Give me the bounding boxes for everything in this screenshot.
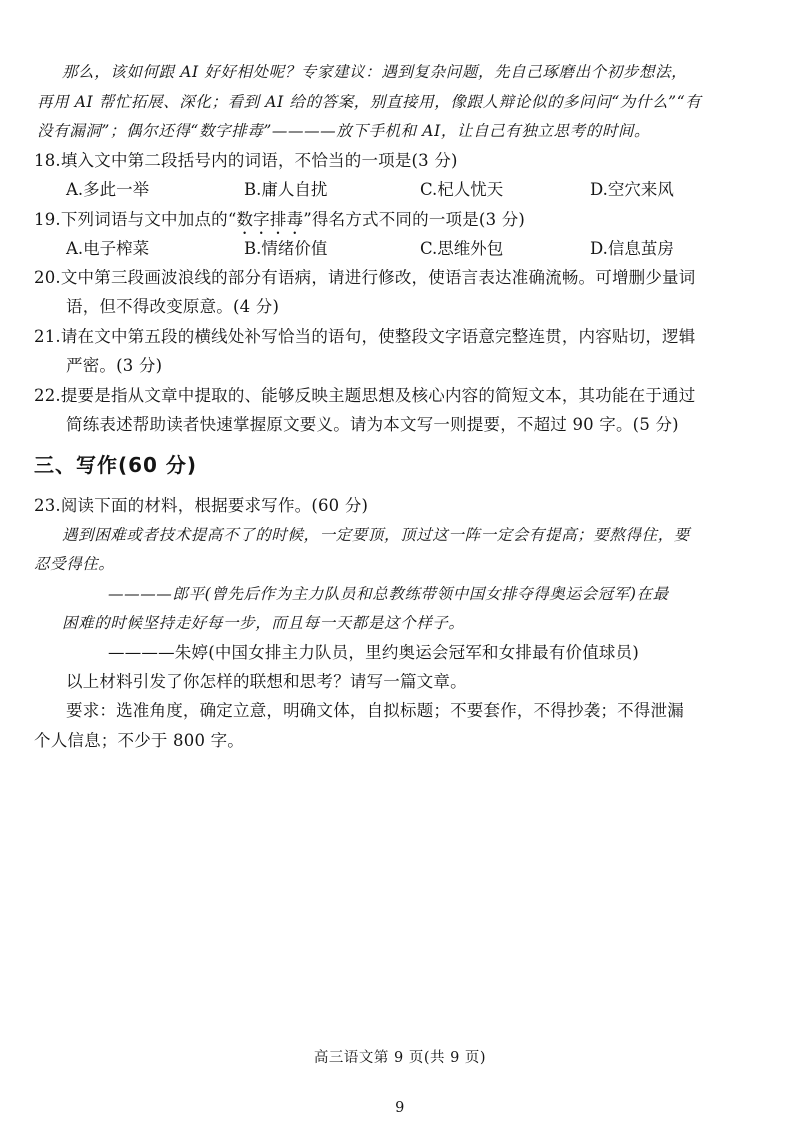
q18-stem: 18.填入文中第二段括号内的词语，不恰当的一项是(3 分) bbox=[34, 151, 458, 170]
q23-requirements-line-1: 要求：选准角度，确定立意，明确文体，自拟标题；不要套作，不得抄袭；不得泄漏 bbox=[66, 701, 684, 720]
q23-quote2-line-2: 困难的时候坚持走好每一步，而且每一天都是这个样子。 bbox=[62, 614, 465, 632]
section-3-title: 三、写作(60 分) bbox=[34, 453, 198, 477]
q23-quote2-line-1: 在最 bbox=[636, 585, 669, 603]
q19-dotted-term: 数字排毒 bbox=[236, 210, 304, 229]
page-number: 9 bbox=[395, 1100, 405, 1116]
q23-prompt: 以上材料引发了你怎样的联想和思考？请写一篇文章。 bbox=[66, 672, 467, 691]
q19-option-d: D.信息茧房 bbox=[590, 239, 674, 258]
intro-line-3: 没有漏洞”；偶尔还得“数字排毒”————放下手机和 AI，让自己有独立思考的时间。 bbox=[37, 122, 651, 140]
q21-line-2: 严密。(3 分) bbox=[66, 356, 163, 375]
q21-line-1: 21.请在文中第五段的横线处补写恰当的语句，使整段文字语意完整连贯，内容贴切，逻辑 bbox=[34, 327, 696, 346]
q23-quote1-line-1: 遇到困难或者技术提高不了的时候，一定要顶，顶过这一阵一定会有提高；要熬得住，要 bbox=[62, 526, 690, 544]
q22-line-2: 简练表述帮助读者快速掌握原文要义。请为本文写一则提要，不超过 90 字。(5 分) bbox=[66, 415, 679, 434]
q20-line-1: 20.文中第三段画波浪线的部分有语病，请进行修改，使语言表达准确流畅。可增删少量词 bbox=[34, 268, 696, 287]
q18-option-d: D.空穴来风 bbox=[590, 180, 674, 199]
page-footer-label: 高三语文第 9 页(共 9 页) bbox=[313, 1050, 487, 1066]
intro-line-1: 那么，该如何跟 AI 好好相处呢？专家建议：遇到复杂问题，先自己琢磨出个初步想法， bbox=[62, 63, 688, 81]
q23-attribution-1 bbox=[108, 584, 669, 604]
q18-option-a: A.多此一举 bbox=[66, 180, 150, 199]
q22-line-1: 22.提要是指从文章中提取的、能够反映主题思想及核心内容的简短文本，其功能在于通过 bbox=[34, 386, 696, 405]
q19-option-b: B.情绪价值 bbox=[244, 239, 328, 258]
intro-line-2: 再用 AI 帮忙拓展、深化；看到 AI 给的答案，别直接用，像跟人辩论似的多问问“为什么”“有 bbox=[37, 93, 702, 111]
q23-attribution-1-text: ————郎平(曾先后作为主力队员和总教练带领中国女排夺得奥运会冠军) bbox=[108, 585, 637, 603]
q23-stem: 23.阅读下面的材料，根据要求写作。(60 分) bbox=[34, 496, 369, 515]
q23-quote1-line-2: 忍受得住。 bbox=[34, 555, 115, 573]
q20-line-2: 语，但不得改变原意。(4 分) bbox=[66, 297, 280, 316]
q19-stem-suffix: ”得名方式不同的一项是(3 分) bbox=[303, 210, 526, 229]
q18-option-c: C.杞人忧天 bbox=[420, 180, 504, 199]
q19-option-c: C.思维外包 bbox=[420, 239, 504, 258]
q18-option-b: B.庸人自扰 bbox=[244, 180, 328, 199]
q23-requirements-line-2: 个人信息；不少于 800 字。 bbox=[34, 731, 244, 750]
q19-stem-prefix: 19.下列词语与文中加点的“ bbox=[34, 210, 237, 229]
q23-attribution-2: ————朱婷(中国女排主力队员，里约奥运会冠军和女排最有价值球员) bbox=[108, 643, 639, 662]
q19-option-a: A.电子榨菜 bbox=[66, 239, 150, 258]
q19-stem bbox=[34, 210, 525, 238]
